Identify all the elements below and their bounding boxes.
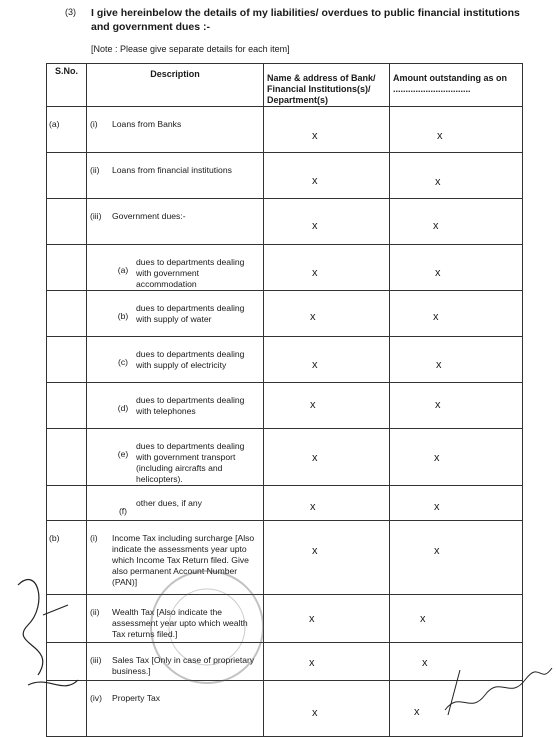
handwritten-signature-left	[8, 565, 88, 715]
table-header-row	[47, 64, 523, 107]
row-amount-mark	[390, 199, 523, 245]
row-bank-mark	[264, 383, 390, 429]
row-sno	[47, 245, 87, 291]
row-sno	[47, 486, 87, 521]
row-roman: (i)	[90, 533, 98, 543]
row-letter: (d)	[117, 403, 129, 413]
row-text: dues to departments dealing with telephones	[136, 395, 245, 416]
row-text: dues to departments dealing with government accommodation	[136, 257, 245, 289]
row-bank-mark	[264, 337, 390, 383]
cross-mark: x	[436, 359, 442, 371]
header-description: Description	[87, 64, 264, 107]
row-indent	[87, 257, 112, 290]
row-text: other dues, if any	[136, 498, 202, 508]
row-sno	[47, 153, 87, 199]
row-bank-mark	[264, 245, 390, 291]
cross-mark: x	[309, 613, 315, 625]
row-bank-mark	[264, 199, 390, 245]
table-row	[47, 107, 523, 153]
cross-mark: x	[434, 501, 440, 513]
row-description	[87, 429, 264, 486]
cross-mark: x	[312, 359, 318, 371]
row-amount-mark	[390, 153, 523, 199]
table-row	[47, 486, 523, 521]
cross-mark: x	[310, 501, 316, 513]
row-description	[87, 486, 264, 521]
row-text: dues to departments dealing with supply of water	[136, 303, 245, 324]
row-text: Income Tax including surcharge [Also indicate the assessments year upto which Income Tax Return filed. Give also permanent Account Number (PAN)]	[112, 533, 255, 587]
table-row	[47, 199, 523, 245]
handwritten-signature-right	[440, 660, 556, 720]
row-sno: (b)	[47, 521, 87, 595]
row-letter: (f)	[118, 506, 128, 516]
table-row	[47, 521, 523, 595]
row-amount-mark	[390, 486, 523, 521]
row-roman: (ii)	[90, 165, 100, 175]
cross-mark: x	[434, 452, 440, 464]
official-seal	[150, 570, 264, 684]
row-bank-mark	[264, 291, 390, 337]
cross-mark: x	[312, 175, 318, 187]
header-amount: Amount outstanding as on ...............................	[390, 64, 523, 107]
row-description	[87, 153, 264, 199]
row-sno	[47, 337, 87, 383]
cross-mark: x	[437, 130, 443, 142]
row-amount-mark	[390, 337, 523, 383]
table-row	[47, 337, 523, 383]
row-indent	[87, 303, 112, 325]
row-text: Wealth Tax [Also indicate the assessment year upto which wealth Tax returns filed.]	[112, 607, 248, 639]
cross-mark: x	[422, 657, 428, 669]
row-text: Sales Tax [Only in case of proprietary business.]	[112, 655, 255, 676]
row-roman: (iv)	[90, 693, 102, 703]
row-bank-mark	[264, 107, 390, 153]
row-description	[87, 107, 264, 153]
row-sno	[47, 383, 87, 429]
row-text: Loans from financial institutions	[112, 165, 232, 175]
table-row	[47, 153, 523, 199]
row-bank-mark	[264, 486, 390, 521]
row-bank-mark	[264, 595, 390, 643]
cross-mark: x	[309, 657, 315, 669]
row-letter: (c)	[117, 357, 129, 367]
row-amount-mark	[390, 107, 523, 153]
row-sno: (a)	[47, 107, 87, 153]
cross-mark: x	[433, 220, 439, 232]
table-row	[47, 595, 523, 643]
cross-mark: x	[312, 130, 318, 142]
row-bank-mark	[264, 521, 390, 595]
section-heading: I give hereinbelow the details of my liabilities/ overdues to public financial institutions and government dues :-	[91, 7, 520, 33]
row-sno	[47, 199, 87, 245]
section-number: (3)	[65, 7, 76, 17]
cross-mark: x	[414, 706, 420, 718]
row-description	[87, 681, 264, 737]
row-text: dues to departments dealing with supply of electricity	[136, 349, 245, 370]
row-amount-mark	[390, 291, 523, 337]
row-roman: (iii)	[90, 655, 102, 665]
row-roman: (ii)	[90, 607, 100, 617]
cross-mark: x	[312, 707, 318, 719]
row-amount-mark	[390, 245, 523, 291]
table-row	[47, 429, 523, 486]
row-description	[87, 199, 264, 245]
row-amount-mark	[390, 429, 523, 486]
table-row	[47, 245, 523, 291]
row-description	[87, 337, 264, 383]
header-bank-name: Name & address of Bank/ Financial Institutions(s)/ Department(s)	[264, 64, 390, 107]
row-sno	[47, 429, 87, 486]
row-amount-mark	[390, 595, 523, 643]
cross-mark: x	[435, 399, 441, 411]
row-text: Government dues:-	[112, 211, 186, 221]
liabilities-table	[46, 63, 523, 737]
row-roman: (iii)	[90, 211, 102, 221]
row-text: Property Tax	[112, 693, 161, 703]
cross-mark: x	[312, 220, 318, 232]
cross-mark: x	[310, 311, 316, 323]
row-bank-mark	[264, 681, 390, 737]
row-indent	[87, 349, 112, 371]
row-description	[87, 383, 264, 429]
row-amount-mark	[390, 383, 523, 429]
row-description	[87, 245, 264, 291]
cross-mark: x	[420, 613, 426, 625]
row-sno	[47, 291, 87, 337]
cross-mark: x	[435, 267, 441, 279]
row-indent	[87, 498, 112, 517]
cross-mark: x	[310, 399, 316, 411]
table-row	[47, 383, 523, 429]
row-letter: (a)	[117, 265, 129, 275]
row-amount-mark	[390, 521, 523, 595]
cross-mark: x	[312, 452, 318, 464]
row-bank-mark	[264, 429, 390, 486]
cross-mark: x	[434, 545, 440, 557]
row-bank-mark	[264, 643, 390, 681]
cross-mark: x	[312, 267, 318, 279]
row-text: dues to departments dealing with government transport (including aircrafts and helicopters).	[136, 441, 245, 484]
row-text: Loans from Banks	[112, 119, 182, 129]
header-sno: S.No.	[47, 64, 87, 107]
table-row	[47, 291, 523, 337]
row-roman: (i)	[90, 119, 98, 129]
row-letter: (e)	[117, 449, 129, 459]
cross-mark: x	[433, 311, 439, 323]
cross-mark: x	[435, 176, 441, 188]
cross-mark: x	[312, 545, 318, 557]
row-indent	[87, 395, 112, 417]
row-bank-mark	[264, 153, 390, 199]
row-description	[87, 291, 264, 337]
row-indent	[87, 441, 112, 485]
section-note: [Note : Please give separate details for each item]	[91, 44, 290, 54]
row-letter: (b)	[117, 311, 129, 321]
